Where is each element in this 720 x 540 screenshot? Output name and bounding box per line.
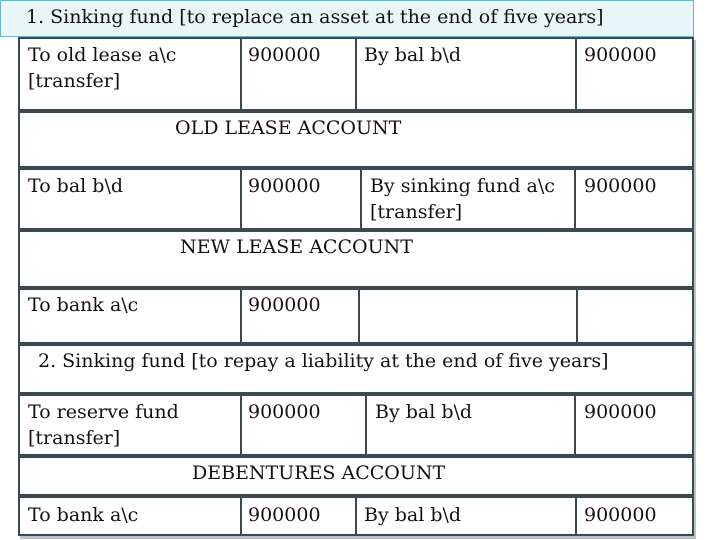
credit-particular: By sinking fund a\c [transfer]: [370, 175, 555, 223]
debit-amount: 900000: [248, 44, 321, 66]
column-divider: [240, 288, 242, 344]
column-divider: [240, 394, 242, 456]
column-divider: [240, 168, 242, 230]
column-divider: [575, 37, 577, 111]
debit-particular: To bank a\c: [28, 504, 139, 526]
credit-particular: By bal b\d: [364, 504, 462, 526]
column-divider: [355, 496, 357, 536]
column-divider: [574, 394, 576, 456]
debit-particular: To bal b\d: [28, 175, 124, 197]
debit-amount: 900000: [248, 175, 321, 197]
new-lease-heading: NEW LEASE ACCOUNT: [180, 236, 413, 258]
debit-particular: To reserve fund [transfer]: [28, 401, 179, 449]
sinking-fund-asset-heading: 1. Sinking fund [to replace an asset at the end of five years]: [26, 6, 604, 28]
credit-particular: By bal b\d: [375, 401, 473, 423]
debentures-heading: DEBENTURES ACCOUNT: [192, 462, 446, 484]
column-divider: [355, 37, 357, 111]
column-divider: [240, 37, 242, 111]
debit-amount: 900000: [248, 504, 321, 526]
column-divider: [358, 288, 360, 344]
debit-amount: 900000: [248, 401, 321, 423]
credit-amount: 900000: [584, 504, 657, 526]
column-divider: [365, 394, 367, 456]
column-divider: [575, 496, 577, 536]
column-divider: [360, 168, 362, 230]
credit-amount: 900000: [584, 401, 657, 423]
debit-particular: To bank a\c: [28, 294, 139, 316]
old-lease-heading: OLD LEASE ACCOUNT: [175, 117, 402, 139]
debit-amount: 900000: [248, 294, 321, 316]
column-divider: [576, 288, 578, 344]
credit-amount: 900000: [584, 44, 657, 66]
sinking-fund-liability-heading: 2. Sinking fund [to repay a liability at the end of five years]: [38, 350, 609, 372]
credit-amount: 900000: [584, 175, 657, 197]
column-divider: [574, 168, 576, 230]
debit-particular: To old lease a\c [transfer]: [28, 44, 177, 92]
credit-particular: By bal b\d: [364, 44, 462, 66]
column-divider: [240, 496, 242, 536]
